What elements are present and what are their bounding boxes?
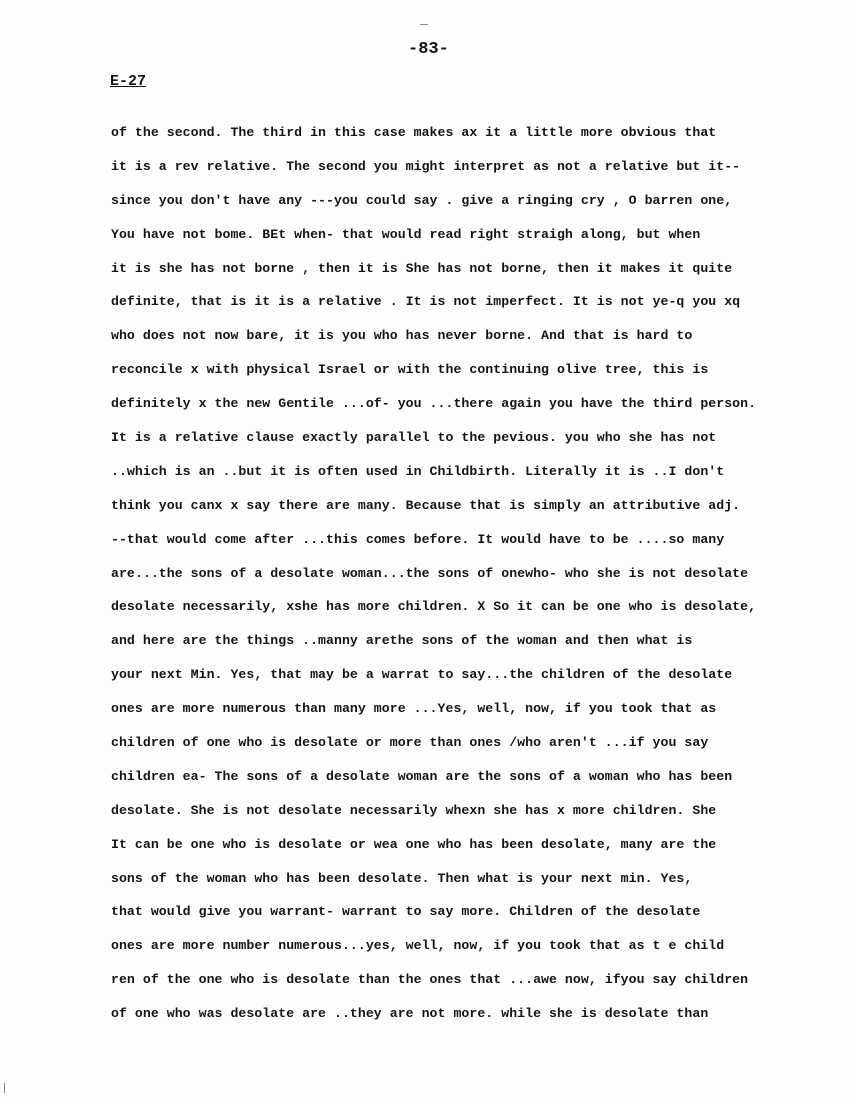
scan-mark: [420, 24, 428, 25]
text-line: of the second. The third in this case makes ax it a little more obvious that: [111, 125, 717, 140]
text-line: of one who was desolate are ..they are not more. while she is desolate than: [111, 1006, 709, 1022]
text-line: ones are more numerous than many more ...Yes, well, now, if you took that as: [111, 701, 717, 717]
text-line: children ea- The sons of a desolate woman are the sons of a woman who has been: [111, 768, 733, 784]
text-line: reconcile x with physical Israel or with the continuing olive tree, this is: [111, 362, 709, 378]
scan-mark: [4, 1083, 5, 1093]
text-line: desolate. She is not desolate necessarily whexn she has x more children. She: [111, 802, 717, 818]
text-line: it is a rev relative. The second you might interpret as not a relative but it--: [111, 158, 741, 174]
page-number: -83-: [408, 40, 449, 59]
text-line: ones are more number numerous...yes, well, now, if you took that as t e child: [111, 938, 725, 954]
text-line: children of one who is desolate or more than ones /who aren't ...if you say: [111, 735, 709, 751]
text-line: --that would come after ...this comes before. It would have to be ....so many: [111, 531, 725, 547]
text-line: You have not bome. BEt when- that would read right straigh along, but when: [111, 226, 701, 242]
text-line: since you don't have any ---you could say . give a ringing cry , O barren one,: [111, 192, 733, 208]
text-line: ..which is an ..but it is often used in Childbirth. Literally it is ..I don't: [111, 463, 725, 479]
text-line: think you canx x say there are many. Because that is simply an attributive adj.: [111, 497, 741, 513]
text-line: your next Min. Yes, that may be a warrat to say...the children of the desolate: [111, 667, 733, 683]
document-code: E-27: [110, 73, 147, 90]
text-line: and here are the things ..manny arethe sons of the woman and then what is: [111, 633, 693, 649]
text-line: It is a relative clause exactly parallel to the pevious. you who she has not: [111, 430, 717, 446]
transcript-body: [111, 121, 821, 1036]
text-line: who does not now bare, it is you who has never borne. And that is hard to: [111, 328, 693, 344]
text-line: definite, that is it is a relative . It is not imperfect. It is not ye-q you xq: [111, 294, 741, 310]
text-line: sons of the woman who has been desolate. Then what is your next min. Yes,: [111, 870, 693, 886]
text-line: It can be one who is desolate or wea one who has been desolate, many are the: [111, 836, 717, 852]
text-line: desolate necessarily, xshe has more children. X So it can be one who is desolate,: [111, 599, 757, 615]
text-line: it is she has not borne , then it is She has not borne, then it makes it quite: [111, 260, 733, 276]
text-line: ren of the one who is desolate than the ones that ...awe now, ifyou say children: [111, 972, 749, 988]
text-line: that would give you warrant- warrant to say more. Children of the desolate: [111, 904, 701, 920]
text-line: are...the sons of a desolate woman...the sons of onewho- who she is not desolate: [111, 565, 749, 581]
text-line: definitely x the new Gentile ...of- you ...there again you have the third person.: [111, 396, 757, 412]
